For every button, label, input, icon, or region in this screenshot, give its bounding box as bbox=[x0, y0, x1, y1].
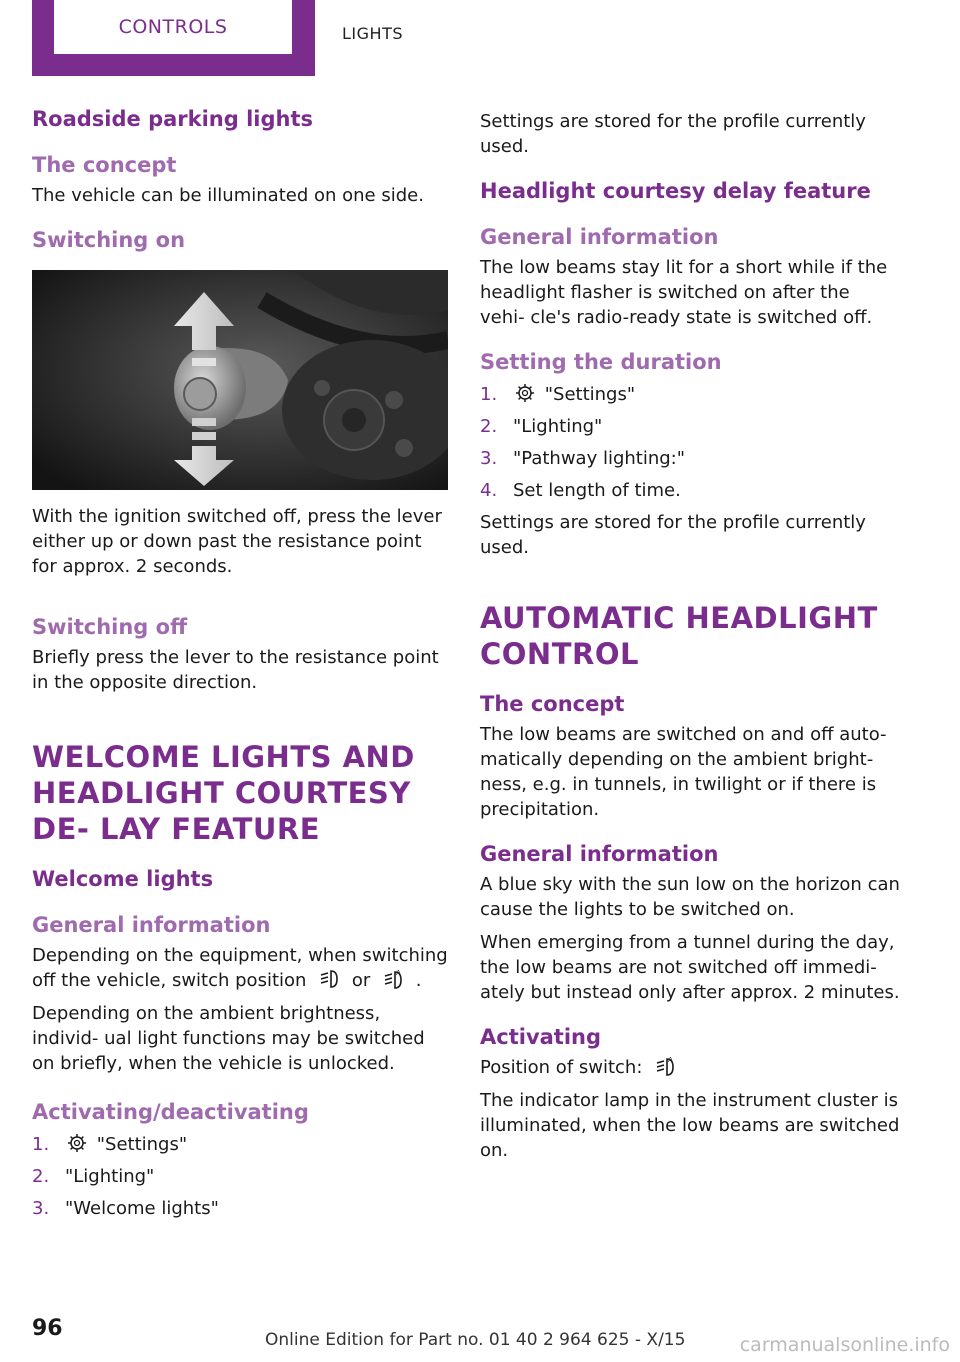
indicator-lamp-text: The indicator lamp in the instrument cluster is illuminated, when the low beams are switched on. bbox=[480, 1090, 900, 1161]
general-info-text-a: Depending on the equipment, when switching off the vehicle, switch position bbox=[32, 945, 448, 991]
step-number: 4. bbox=[480, 480, 498, 501]
settings-stored-text: Settings are stored for the profile currently used. bbox=[480, 512, 866, 558]
concept-heading: The concept bbox=[32, 153, 177, 177]
low-beam-icon bbox=[318, 968, 340, 990]
general-info-text-or: or bbox=[351, 970, 371, 991]
svg-text:A: A bbox=[396, 969, 401, 977]
step-text: "Lighting" bbox=[513, 416, 603, 437]
gear-icon bbox=[67, 1133, 87, 1153]
lever-figure bbox=[32, 270, 448, 490]
list-item bbox=[480, 382, 900, 407]
general-info-text-end: . bbox=[415, 970, 422, 991]
header-tabs bbox=[32, 0, 960, 76]
general-info-text-2b: When emerging from a tunnel during the day, the low beams are not switched off immedi- ately but instead only after approx. 2 minutes. bbox=[480, 932, 900, 1003]
list-item bbox=[480, 446, 900, 471]
concept-text: The vehicle can be illuminated on one side. bbox=[32, 185, 424, 206]
step-text: Set length of time. bbox=[513, 480, 681, 501]
concept-text-right: The low beams are switched on and off auto- matically depending on the ambient bright- ness, e.g. in tunnels, in twilight or if there is precipitation. bbox=[480, 724, 887, 820]
svg-text:A: A bbox=[668, 1056, 673, 1064]
lever-photo-illustration bbox=[32, 270, 448, 490]
step-text: "Welcome lights" bbox=[65, 1198, 219, 1219]
page-number: 96 bbox=[32, 1316, 63, 1341]
setting-duration-heading: Setting the duration bbox=[480, 350, 722, 374]
general-info-heading-right: General information bbox=[480, 225, 719, 249]
auto-headlight-section-title: AUTOMATIC HEADLIGHT CONTROL bbox=[480, 601, 878, 671]
list-item bbox=[32, 1164, 450, 1189]
step-content bbox=[513, 382, 635, 407]
step-number: 2. bbox=[32, 1166, 50, 1187]
switching-on-heading: Switching on bbox=[32, 228, 186, 252]
tab-controls-label: CONTROLS bbox=[54, 0, 292, 54]
roadside-heading: Roadside parking lights bbox=[32, 107, 314, 131]
step-number: 3. bbox=[32, 1198, 50, 1219]
activating-steps-list bbox=[32, 1132, 450, 1221]
list-item bbox=[480, 478, 900, 503]
welcome-lights-heading: Welcome lights bbox=[32, 867, 214, 891]
general-info-text bbox=[32, 943, 450, 993]
general-info-text-2: Depending on the ambient brightness, individ- ual light functions may be switched on briefly, when the vehicle is unlocked. bbox=[32, 1003, 425, 1074]
left-column bbox=[32, 105, 450, 1228]
courtesy-delay-heading: Headlight courtesy delay feature bbox=[480, 179, 871, 203]
general-info-heading-2: General information bbox=[480, 842, 719, 866]
step-content bbox=[65, 1132, 187, 1157]
switching-on-text: With the ignition switched off, press the lever either up or down past the resistance point for approx. 2 seconds. bbox=[32, 506, 442, 577]
switch-position-label: Position of switch: bbox=[480, 1057, 643, 1078]
step-number: 1. bbox=[32, 1134, 50, 1155]
right-column bbox=[480, 105, 900, 1163]
list-item bbox=[32, 1132, 450, 1157]
concept-heading-right: The concept bbox=[480, 692, 625, 716]
list-item bbox=[32, 1196, 450, 1221]
activating-deactivating-heading: Activating/deactivating bbox=[32, 1100, 309, 1124]
auto-headlight-icon bbox=[654, 1055, 676, 1077]
settings-stored-intro: Settings are stored for the profile currently used. bbox=[480, 111, 866, 157]
step-text: "Settings" bbox=[96, 1134, 188, 1155]
duration-steps-list bbox=[480, 382, 900, 503]
step-number: 2. bbox=[480, 416, 498, 437]
step-number: 1. bbox=[480, 384, 498, 405]
switching-off-heading: Switching off bbox=[32, 615, 188, 639]
general-info-text-right: The low beams stay lit for a short while if the headlight flasher is switched on after the vehi- cle's radio-ready state is switched off. bbox=[480, 257, 888, 328]
general-info-heading: General information bbox=[32, 913, 271, 937]
activating-heading: Activating bbox=[480, 1025, 602, 1049]
list-item bbox=[480, 414, 900, 439]
step-text: "Pathway lighting:" bbox=[513, 448, 686, 469]
gear-icon bbox=[515, 383, 535, 403]
tab-controls[interactable] bbox=[32, 0, 315, 76]
switching-off-text: Briefly press the lever to the resistance point in the opposite direction. bbox=[32, 647, 439, 693]
welcome-lights-section-title: WELCOME LIGHTS AND HEADLIGHT COURTESY DE- LAY FEATURE bbox=[32, 740, 415, 846]
step-text: "Lighting" bbox=[65, 1166, 155, 1187]
auto-headlight-icon bbox=[382, 968, 404, 990]
switch-position-text bbox=[480, 1055, 900, 1080]
tab-lights[interactable]: LIGHTS bbox=[342, 24, 403, 43]
step-number: 3. bbox=[480, 448, 498, 469]
step-text: "Settings" bbox=[544, 384, 636, 405]
general-info-text-2a: A blue sky with the sun low on the horizon can cause the lights to be switched on. bbox=[480, 874, 900, 920]
watermark: carmanualsonline.info bbox=[739, 1334, 950, 1356]
edition-footer: Online Edition for Part no. 01 40 2 964 625 - X/15 bbox=[265, 1330, 686, 1350]
